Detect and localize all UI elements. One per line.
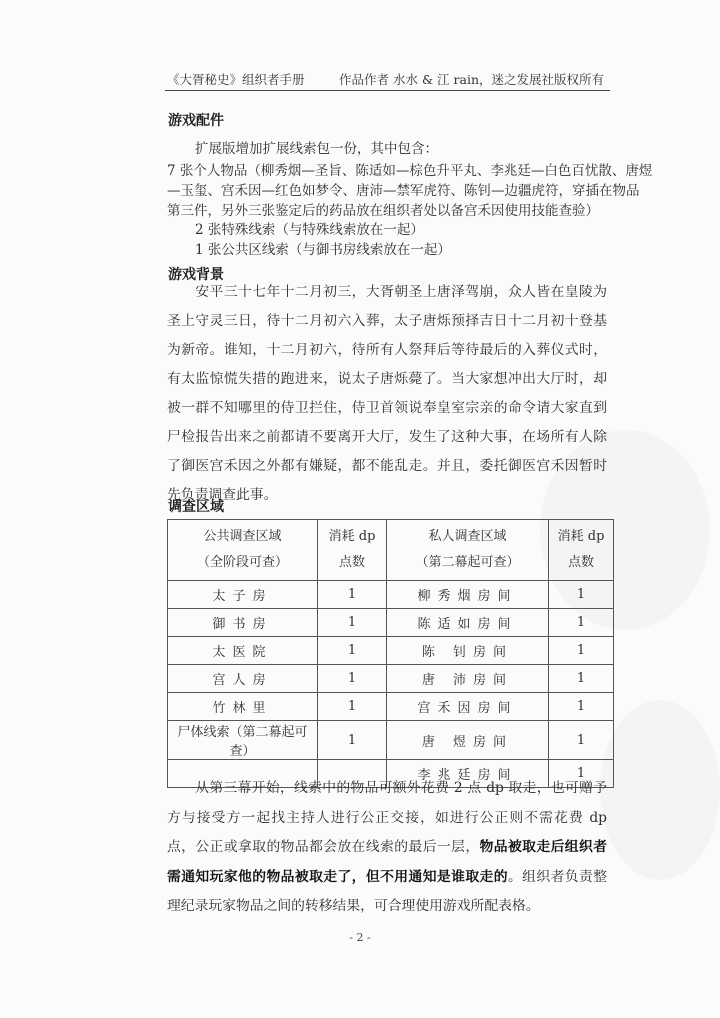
transfer-rules-paragraph	[167, 774, 607, 922]
table-row	[168, 581, 614, 609]
table-row	[168, 609, 614, 637]
table-row	[168, 637, 614, 665]
table-row	[168, 721, 614, 760]
components-items-line: 第三件，另外三张鉴定后的药品放在组织者处以备宫禾因使用技能查验）	[167, 203, 599, 219]
header-cost: 消耗 dp 点数	[549, 520, 614, 581]
table-cell: 1	[318, 637, 387, 665]
components-items-line: —玉玺、宫禾因—红色如梦令、唐沛—禁军虎符、陈钊—边疆虎符，穿插在物品	[167, 183, 640, 199]
section-title-components: 游戏配件	[168, 113, 224, 129]
rules-text: 。组织者负责整理纪录玩家物品之间的转移结果，可合理使用游戏所配表格。	[167, 868, 608, 914]
table-row	[168, 665, 614, 693]
table-cell: 柳秀烟房间	[387, 581, 549, 609]
table-cell: 1	[549, 637, 614, 665]
rules-text: 从第三幕开始，线索中的物品可额外花费 2 点 dp 取走，也可赠予方与接受方一起找主持人进行公正交接，如进行公正则不需花费 dp 点，公正或拿取的物品都会放在线索的最后一层，	[167, 780, 607, 855]
table-cell: 1	[318, 693, 387, 721]
table-cell: 1	[318, 581, 387, 609]
table-cell: 竹林里	[168, 693, 318, 721]
section-title-background: 游戏背景	[168, 267, 224, 283]
header-private-area: 私人调查区域 （第二幕起可查）	[387, 520, 549, 581]
table-cell: 御书房	[168, 609, 318, 637]
header-title: 《大胥秘史》组织者手册	[167, 72, 305, 87]
investigation-table	[167, 519, 614, 788]
components-items-line: 7 张个人物品（柳秀烟—圣旨、陈适如—棕色升平丸、李兆廷—白色百忧散、唐煜	[167, 163, 653, 179]
section-title-investigation: 调查区域	[168, 499, 224, 515]
table-cell: 太子房	[168, 581, 318, 609]
table-cell: 1	[318, 609, 387, 637]
table-cell: 1	[318, 665, 387, 693]
table-row	[168, 693, 614, 721]
table-cell: 宫人房	[168, 665, 318, 693]
table-cell: 1	[318, 721, 387, 760]
rules-bold-text: 物品被取走后组织者需通知玩家他的物品被取走了，但不用通知是谁取走的	[167, 839, 608, 885]
table-cell: 1	[549, 760, 614, 788]
table-cell: 陈 钊房间	[387, 637, 549, 665]
header-copyright: 作品作者 水水 & 江 rain，迷之发展社版权所有	[339, 72, 604, 87]
table-cell: 1	[549, 665, 614, 693]
table-cell: 陈适如房间	[387, 609, 549, 637]
background-text: 安平三十七年十二月初三，大胥朝圣上唐泽驾崩，众人皆在皇陵为圣上守灵三日，待十二月初六入葬，太子唐烁预择吉日十二月初十登基为新帝。谁知，十二月初六，待所有人祭拜后等待最后的入葬仪式时，有太监惊慌失措的跑进来，说太子唐烁薨了。当大家想冲出大厅时，却被一群不知哪里的侍卫拦住，侍卫首领说奉皇室宗亲的命令请大家直到尸检报告出来之前都请不要离开大厅，发生了这种大事，在场所有人除了御医宫禾因之外都有嫌疑，都不能乱走。并且，委托御医宫禾因暂时先负责调查此事。	[167, 284, 607, 503]
page-number: - 2 -	[349, 931, 371, 944]
table-cell: 李兆廷房间	[387, 760, 549, 788]
header-cost: 消耗 dp 点数	[318, 520, 387, 581]
table-cell: 1	[549, 609, 614, 637]
components-extra: 1 张公共区线索（与御书房线索放在一起）	[195, 242, 451, 258]
header-rule	[165, 90, 610, 91]
table-cell: 唐 煜房间	[387, 721, 549, 760]
table-cell: 1	[549, 693, 614, 721]
table-cell: 1	[549, 581, 614, 609]
background-paragraph	[167, 278, 607, 510]
table-cell: 唐 沛房间	[387, 665, 549, 693]
watermark-stain	[600, 700, 720, 880]
table-cell: 太医院	[168, 637, 318, 665]
components-intro: 扩展版增加扩展线索包一份，其中包含：	[195, 141, 438, 157]
components-extra: 2 张特殊线索（与特殊线索放在一起）	[195, 222, 424, 238]
table-cell: 1	[549, 721, 614, 760]
table-cell: 尸体线索（第二幕起可查）	[168, 721, 318, 760]
table-cell: 宫禾因房间	[387, 693, 549, 721]
header-public-area: 公共调查区域 （全阶段可查）	[168, 520, 318, 581]
